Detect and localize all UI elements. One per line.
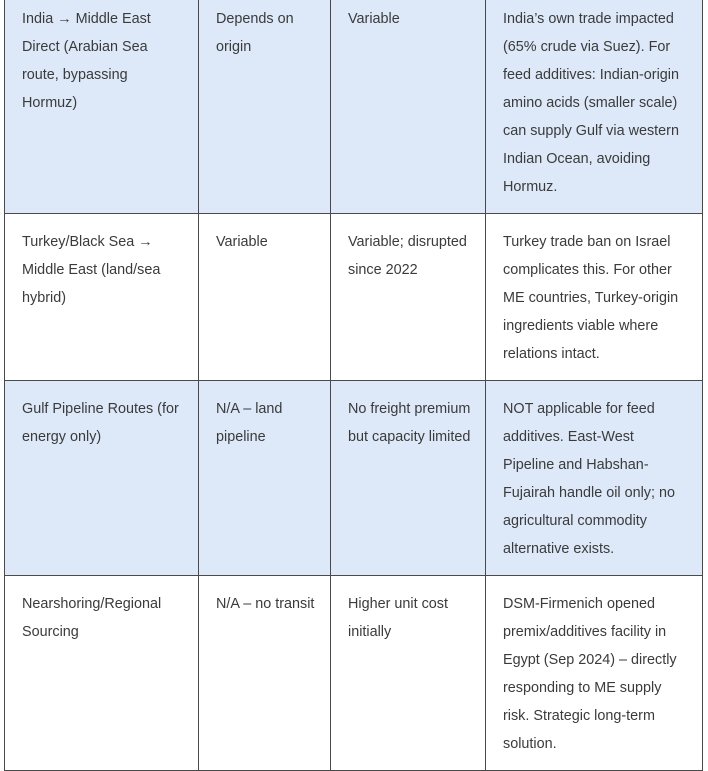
table-row [5, 576, 703, 771]
transit-cell: Depends on origin [199, 0, 331, 214]
notes-cell: DSM-Firmenich opened premix/additives facility in Egypt (Sep 2024) – directly responding to ME supply risk. Strategic long-term solution. [486, 576, 703, 771]
cost-cell: No freight premium but capacity limited [331, 381, 486, 576]
table-row [5, 214, 703, 381]
notes-cell: India’s own trade impacted (65% crude via Suez). For feed additives: Indian-origin amino acids (smaller scale) can supply Gulf via western Indian Ocean, avoiding Hormuz. [486, 0, 703, 214]
transit-cell: Variable [199, 214, 331, 381]
route-cell: Gulf Pipeline Routes (for energy only) [5, 381, 199, 576]
cost-cell: Higher unit cost initially [331, 576, 486, 771]
table-row [5, 381, 703, 576]
route-cell: India → Middle East Direct (Arabian Sea route, bypassing Hormuz) [5, 0, 199, 214]
routes-table [4, 0, 703, 771]
route-cell: Turkey/Black Sea → Middle East (land/sea hybrid) [5, 214, 199, 381]
cost-cell: Variable [331, 0, 486, 214]
routes-table-container [4, 0, 702, 771]
notes-cell: Turkey trade ban on Israel complicates this. For other ME countries, Turkey-origin ingredients viable where relations intact. [486, 214, 703, 381]
route-cell: Nearshoring/Regional Sourcing [5, 576, 199, 771]
notes-cell: NOT applicable for feed additives. East-West Pipeline and Habshan-Fujairah handle oil only; no agricultural commodity alternative exists. [486, 381, 703, 576]
transit-cell: N/A – no transit [199, 576, 331, 771]
table-row [5, 0, 703, 214]
cost-cell: Variable; disrupted since 2022 [331, 214, 486, 381]
transit-cell: N/A – land pipeline [199, 381, 331, 576]
